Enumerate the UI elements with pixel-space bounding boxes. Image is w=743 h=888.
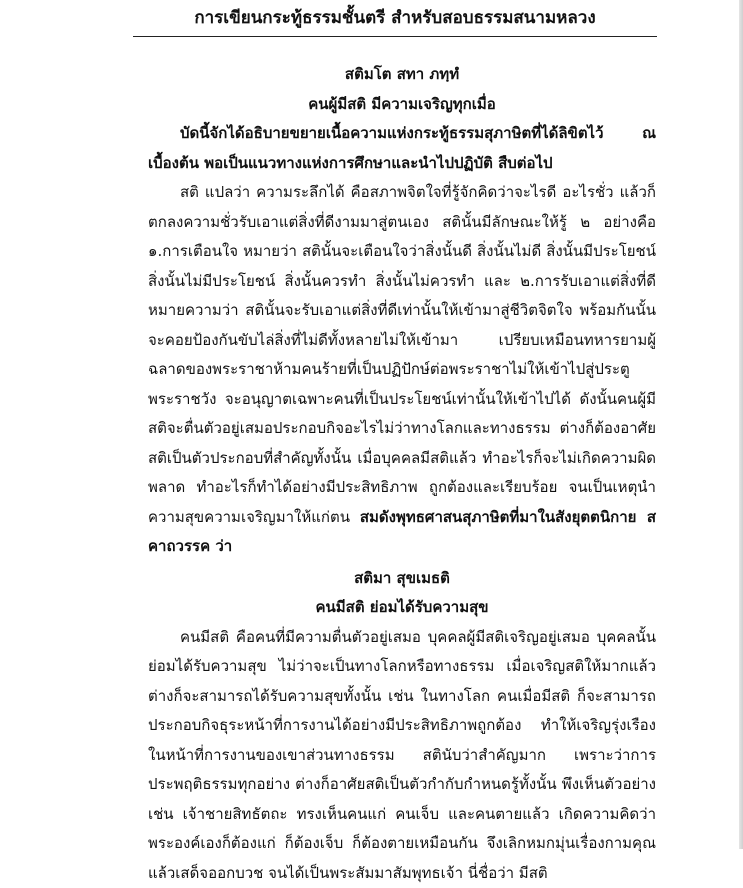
page-header	[130, 6, 660, 30]
intro-paragraph: บัดนี้จักได้อธิบายขยายเนื้อความแห่งกระทู้ธรรมสุภาษิตที่ได้ลิขิตไว้ ณ เบื้องต้น พอเป็นแนวทางแห่งการศึกษาและนำไปปฏิบัติ สืบต่อไป	[148, 119, 656, 178]
proverb-pali-1: สติมโต สทา ภทฺทํ	[148, 60, 656, 90]
header-divider	[133, 36, 657, 37]
explanation-text: สติ แปลว่า ความระลึกได้ คือสภาพจิตใจที่รู้จักคิดว่าจะไรดี อะไรชั่ว แล้วก็ตกลงความชั่วรับเอาแต่สิ่งที่ดีงามมาสู่ตนเอง สตินั้นมีลักษณะให้รู้ ๒ อย่างคือ ๑.การเตือนใจ หมายว่า สตินั้นจะเตือนใจว่าสิ่งนั้นดี สิ่งนั้นไม่ดี สิ่งนั้นมีประโยชน์ สิ่งนั้นไม่มีประโยชน์ สิ่งนั้นควรทำ สิ่งนั้นไม่ควรทำ และ ๒.การรับเอาแต่สิ่งที่ดี หมายความว่า สตินั้นจะรับเอาแต่สิ่งที่ดีเท่านั้นให้เข้ามาสู่ชีวิตจิตใจ พร้อมกันนั้นจะคอยป้องกันขับไล่สิ่งที่ไม่ดีทั้งหลายไม่ให้เข้ามา เปรียบเหมือนทหารยามผู้ฉลาดของพระราชาห้ามคนร้ายที่เป็นปฏิปักษ์ต่อพระราชาไม่ให้เข้าไปสู่ประตูพระราชวัง จะอนุญาตเฉพาะคนที่เป็นประโยชน์เท่านั้นให้เข้าไปได้ ดังนั้นคนผู้มีสติจะตื่นตัวอยู่เสมอประกอบกิจอะไรไม่ว่าทางโลกและทางธรรม ต่างก็ต้องอาศัยสติเป็นตัวประกอบที่สำคัญทั้งนั้น เมื่อบุคคลมีสติแล้ว ทำอะไรก็จะไม่เกิดความผิดพลาด ทำอะไรก็ทำได้อย่างมีประสิทธิภาพ ถูกต้องและเรียบร้อย จนเป็นเหตุนำความสุขความเจริญมาให้แก่ตน	[148, 183, 656, 526]
page-title: การเขียนกระทู้ธรรมชั้นตรี สำหรับสอบธรรมสนามหลวง	[130, 6, 660, 30]
document-body	[148, 60, 656, 888]
supporting-paragraph: คนมีสติ คือคนที่มีความตื่นตัวอยู่เสมอ บุคคลผู้มีสติเจริญอยู่เสมอ บุคคลนั้นย่อมได้รับความสุข ไม่ว่าจะเป็นทางโลกหรือทางธรรม เมื่อเจริญสติให้มากแล้ว ต่างก็จะสามารถได้รับความสุขทั้งนั้น เช่น ในทางโลก คนเมื่อมีสติ ก็จะสามารถประกอบกิจธุระหน้าที่การงานได้อย่างมีประสิทธิภาพถูกต้อง ทำให้เจริญรุ่งเรืองในหน้าที่การงานของเขาส่วนทางธรรม สตินับว่าสำคัญมาก เพราะว่าการประพฤติธรรมทุกอย่าง ต่างก็อาศัยสติเป็นตัวกำกับกำหนดรู้ทั้งนั้น พึงเห็นตัวอย่างเช่น เจ้าชายสิทธัตถะ ทรงเห็นคนแก่ คนเจ็บ และคนตายแล้ว เกิดความคิดว่าพระองค์เองก็ต้องแก่ ก็ต้องเจ็บ ก็ต้องตายเหมือนกัน จึงเลิกหมกมุ่นเรื่องกามคุณแล้วเสด็จออกบวช จนได้เป็นพระสัมมาสัมพุทธเจ้า นี่ชื่อว่า มีสติ	[148, 623, 656, 888]
proverb-translation-2: คนมีสติ ย่อมได้รับความสุข	[148, 593, 656, 623]
page-edge	[739, 0, 743, 849]
explanation-paragraph	[148, 178, 656, 562]
proverb-pali-2: สติมา สุขเมธติ	[148, 564, 656, 594]
proverb-translation-1: คนผู้มีสติ มีความเจริญทุกเมื่อ	[148, 90, 656, 120]
explanation-closing: สมดังพุทธศาสนสุภาษิตที่มาในสังยุตตนิกาย สคาถวรรค ว่า	[148, 508, 656, 556]
